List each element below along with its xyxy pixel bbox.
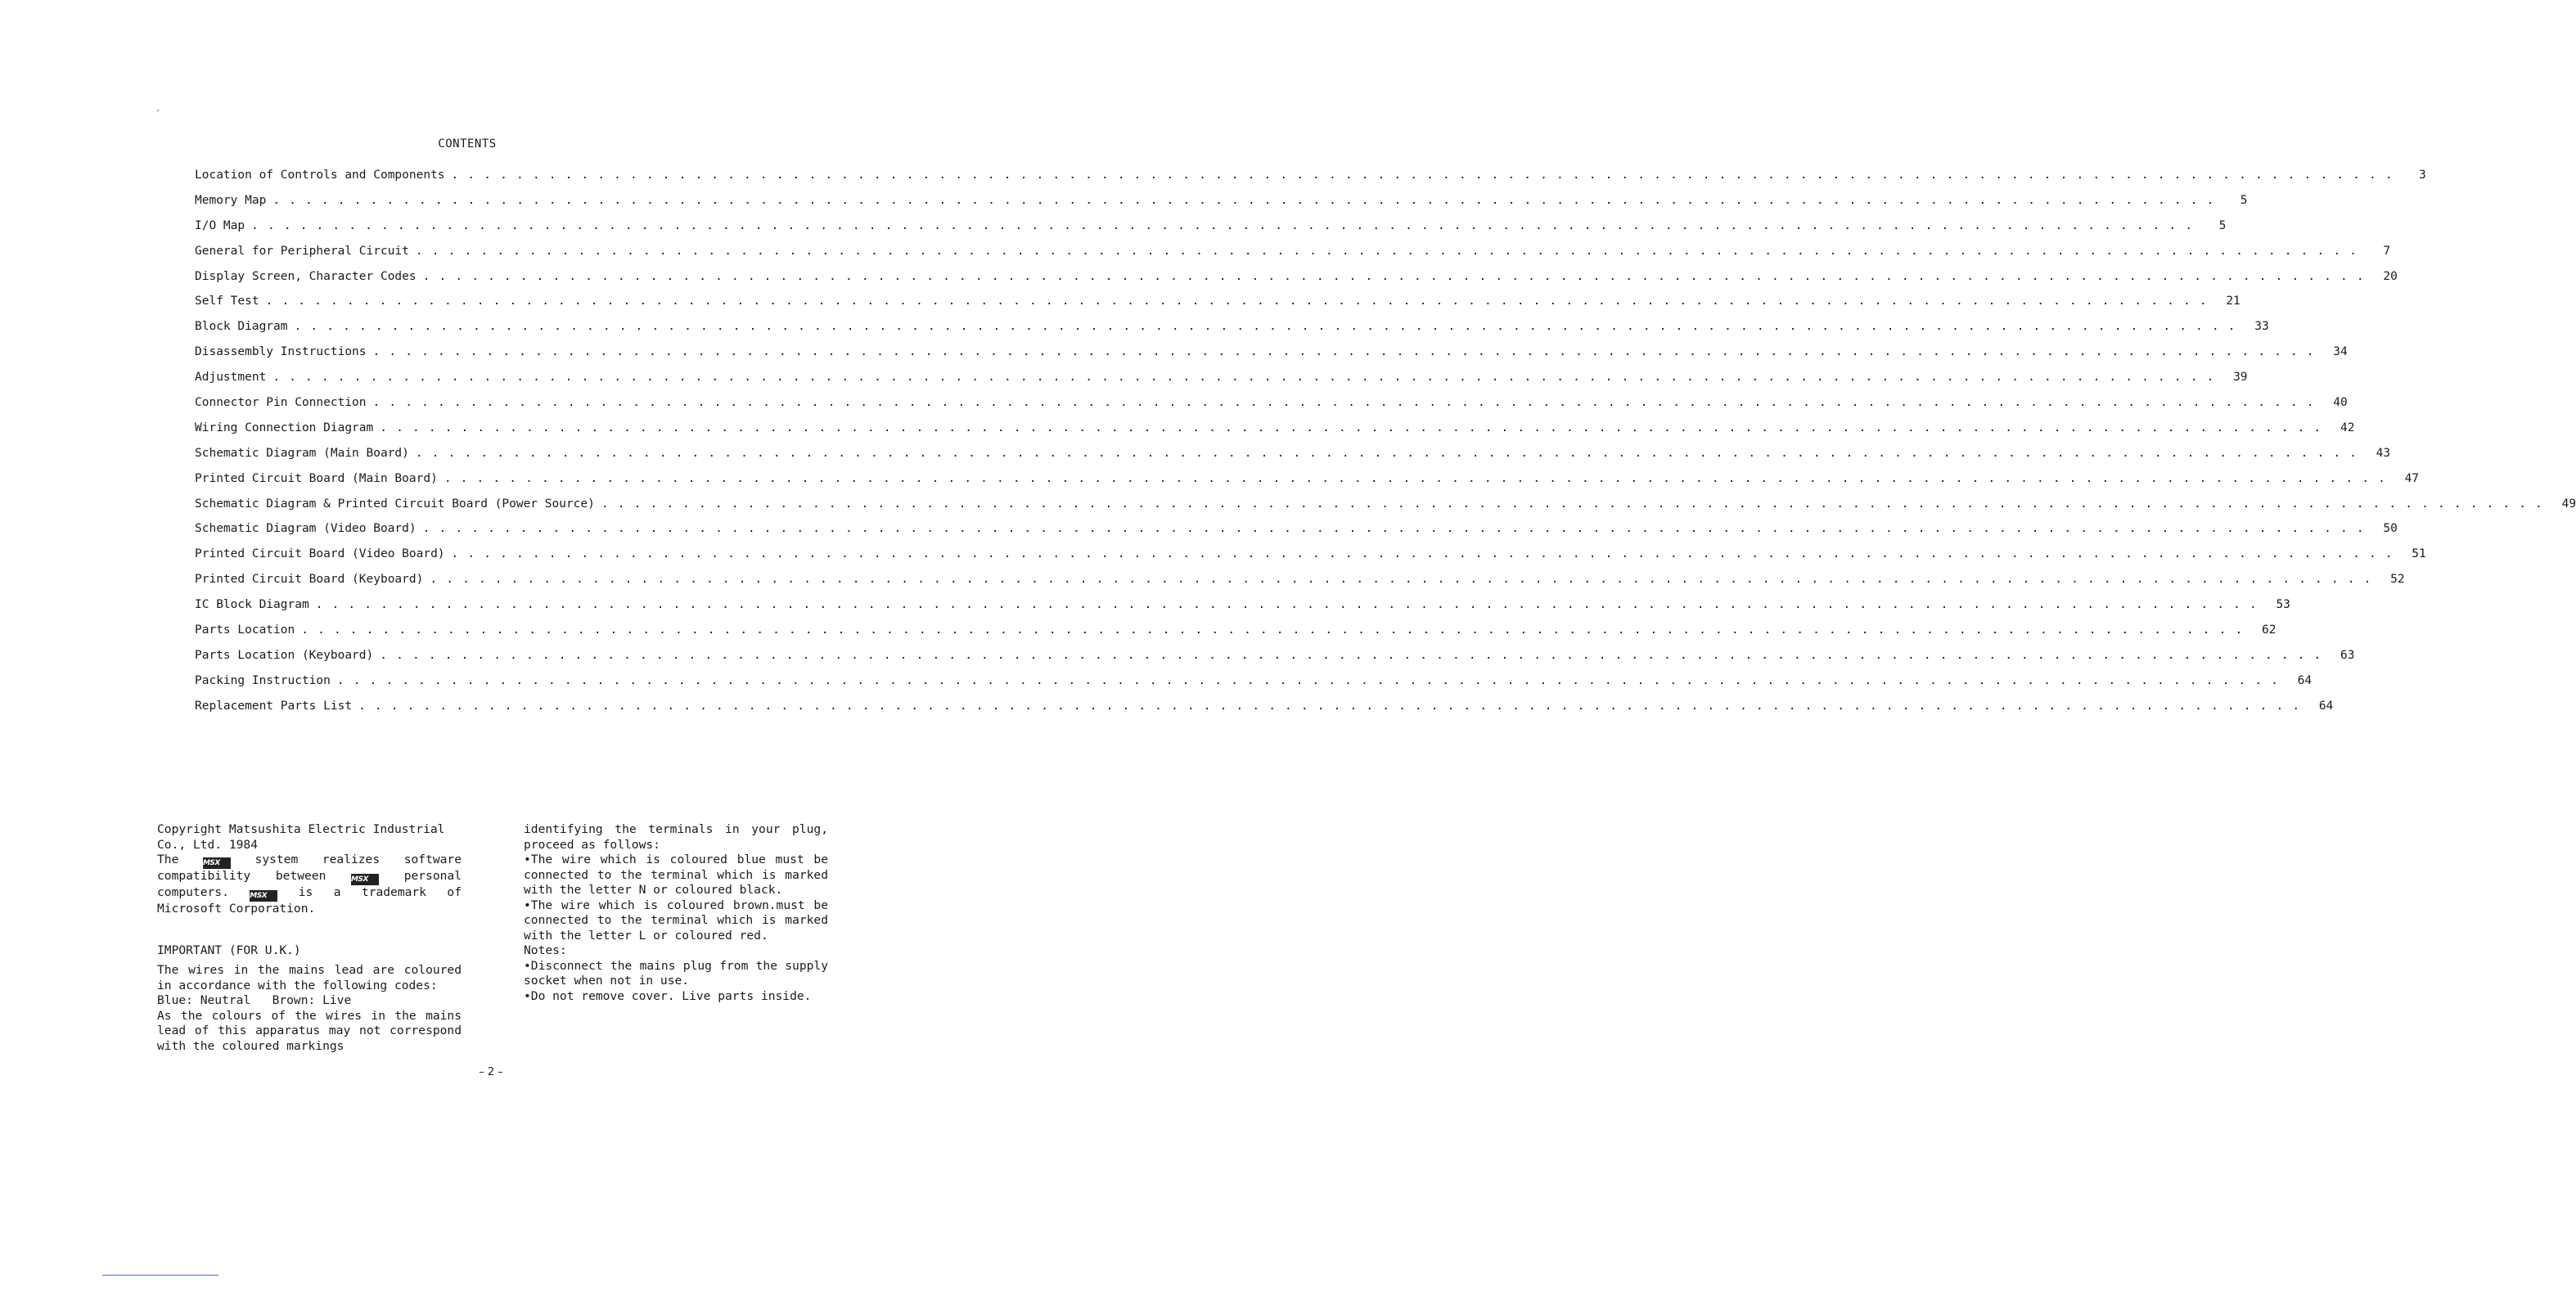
toc-leader-dots: . . . . . . . . . . . . . . . . . . . . . . . . . . . . . . . . . . . . . . . . . . . . . . . . . . . . . . . . . . . . . . . . . . . . . . . . . . . . . . . . . . . . . . . . . . . . . . . . . . . . . . . . . . . . . . . . . . . . . . . . xyxy=(265,295,2208,308)
toc-entry-page: 34 xyxy=(2333,345,2348,359)
toc-entry-label: Wiring Connection Diagram xyxy=(195,421,374,434)
toc-entry-title-wrap xyxy=(195,470,2386,488)
toc-entry-label: Schematic Diagram & Printed Circuit Board (Power Source) xyxy=(195,497,595,511)
brown-wire-rule: •The wire which is coloured brown.must be connected to the terminal which is marked with the letter L or coloured red. xyxy=(524,898,828,943)
toc-entry-title-wrap xyxy=(195,545,2394,563)
toc-leader-dots: . . . . . . . . . . . . . . . . . . . . . . . . . . . . . . . . . . . . . . . . . . . . . . . . . . . . . . . . . . . . . . . . . . . . . . . . . . . . . . . . . . . . . . . . . . . . . . . . . . . . . . . . . . . . . . . . . . . . . . . . xyxy=(444,471,2387,485)
toc-leader-dots: . . . . . . . . . . . . . . . . . . . . . . . . . . . . . . . . . . . . . . . . . . . . . . . . . . . . . . . . . . . . . . . . . . . . . . . . . . . . . . . . . . . . . . . . . . . . . . . . . . . . . . . . . . . . . . . . . . . . . . . . xyxy=(430,573,2372,587)
toc-entry xyxy=(195,317,2269,343)
toc-entry-label: Parts Location xyxy=(195,623,295,637)
toc-entry-label: IC Block Diagram xyxy=(195,598,309,612)
toc-entry-label: Parts Location (Keyboard) xyxy=(195,648,374,662)
toc-entry-page: 20 xyxy=(2383,269,2398,283)
toc-entry-title-wrap xyxy=(195,646,2322,664)
toc-entry-title-wrap xyxy=(195,394,2315,412)
toc-leader-dots: . . . . . . . . . . . . . . . . . . . . . . . . . . . . . . . . . . . . . . . . . . . . . . . . . . . . . . . . . . . . . . . . . . . . . . . . . . . . . . . . . . . . . . . . . . . . . . . . . . . . . . . . . . . . . . . . . . . . . . . . xyxy=(415,446,2358,460)
toc-leader-dots: . . . . . . . . . . . . . . . . . . . . . . . . . . . . . . . . . . . . . . . . . . . . . . . . . . . . . . . . . . . . . . . . . . . . . . . . . . . . . . . . . . . . . . . . . . . . . . . . . . . . . . . . . . . . . . . . . . . . . . . . xyxy=(415,244,2358,258)
toc-entry-page: 62 xyxy=(2261,623,2277,637)
msx-text-b: system realizes software compatibility between xyxy=(157,853,462,883)
toc-entry-label: Self Test xyxy=(195,295,259,308)
blue-wire-rule: •The wire which is coloured blue must be connected to the terminal which is marked with the letter N or coloured black. xyxy=(524,853,828,897)
toc-entry-label: I/O Map xyxy=(195,218,245,232)
important-heading: IMPORTANT (FOR U.K.) xyxy=(157,943,301,957)
toc-entry-title-wrap xyxy=(195,570,2372,588)
toc-entry-title-wrap xyxy=(195,495,2543,513)
copyright-line-2: Co., Ltd. 1984 xyxy=(157,837,259,852)
toc-leader-dots: . . . . . . . . . . . . . . . . . . . . . . . . . . . . . . . . . . . . . . . . . . . . . . . . . . . . . . . . . . . . . . . . . . . . . . . . . . . . . . . . . . . . . . . . . . . . . . . . . . . . . . . . . . . . . . . . . . . . . . . . xyxy=(451,547,2394,561)
toc-leader-dots: . . . . . . . . . . . . . . . . . . . . . . . . . . . . . . . . . . . . . . . . . . . . . . . . . . . . . . . . . . . . . . . . . . . . . . . . . . . . . . . . . . . . . . . . . . . . . . . . . . . . . . . . . . . . . . . . . . . . . . . . xyxy=(294,320,2236,334)
toc-entry xyxy=(195,394,2348,419)
toc-entry-title-wrap xyxy=(195,419,2322,437)
toc-entry-page: 39 xyxy=(2233,371,2248,385)
toc-entry-title-wrap xyxy=(195,444,2358,462)
toc-entry-page: 64 xyxy=(2318,699,2334,713)
colours-paragraph: As the colours of the wires in the mains lead of this apparatus may not correspond with the coloured markings xyxy=(157,1008,462,1053)
toc-leader-dots: . . . . . . . . . . . . . . . . . . . . . . . . . . . . . . . . . . . . . . . . . . . . . . . . . . . . . . . . . . . . . . . . . . . . . . . . . . . . . . . . . . . . . . . . . . . . . . . . . . . . . . . . . . . . . . . . . . . . . . . . xyxy=(372,345,2315,359)
toc-entry xyxy=(195,368,2248,394)
msx-text-c: personal computers. xyxy=(157,869,462,899)
toc-leader-dots: . . . . . . . . . . . . . . . . . . . . . . . . . . . . . . . . . . . . . . . . . . . . . . . . . . . . . . . . . . . . . . . . . . . . . . . . . . . . . . . . . . . . . . . . . . . . . . . . . . . . . . . . . . . . . . . . . . . . . . . . xyxy=(372,396,2315,410)
toc-leader-dots: . . . . . . . . . . . . . . . . . . . . . . . . . . . . . . . . . . . . . . . . . . . . . . . . . . . . . . . . . . . . . . . . . . . . . . . . . . . . . . . . . . . . . . . . . . . . . . . . . . . . . . . . . . . . . . . . . . . . . . . . xyxy=(272,371,2215,385)
page-number: – 2 – xyxy=(479,1066,503,1078)
toc-entry-page: 64 xyxy=(2297,673,2313,687)
toc-entry-page: 42 xyxy=(2340,421,2355,434)
toc-entry-page: 47 xyxy=(2404,471,2420,485)
toc-leader-dots: . . . . . . . . . . . . . . . . . . . . . . . . . . . . . . . . . . . . . . . . . . . . . . . . . . . . . . . . . . . . . . . . . . . . . . . . . . . . . . . . . . . . . . . . . . . . . . . . . . . . . . . . . . . . . . . . . . . . . . . . xyxy=(451,169,2394,182)
left-column xyxy=(157,822,462,1054)
toc-entry-page: 33 xyxy=(2254,320,2269,334)
footer-rule xyxy=(102,1275,218,1276)
toc-entry-title-wrap xyxy=(195,217,2193,235)
toc-entry-title-wrap xyxy=(195,242,2358,260)
scan-speck xyxy=(157,110,159,111)
toc-entry-title-wrap xyxy=(195,596,2258,614)
toc-leader-dots: . . . . . . . . . . . . . . . . . . . . . . . . . . . . . . . . . . . . . . . . . . . . . . . . . . . . . . . . . . . . . . . . . . . . . . . . . . . . . . . . . . . . . . . . . . . . . . . . . . . . . . . . . . . . . . . . . . . . . . . . xyxy=(422,522,2365,536)
toc-entry xyxy=(195,596,2290,621)
toc-entry-page: 53 xyxy=(2276,598,2290,612)
msx-logo: MSX xyxy=(351,874,379,885)
toc-entry-label: Disassembly Instructions xyxy=(195,345,367,359)
toc-leader-dots: . . . . . . . . . . . . . . . . . . . . . . . . . . . . . . . . . . . . . . . . . . . . . . . . . . . . . . . . . . . . . . . . . . . . . . . . . . . . . . . . . . . . . . . . . . . . . . . . . . . . . . . . . . . . . . . . . . . . . . . . xyxy=(380,648,2322,662)
toc-leader-dots: . . . . . . . . . . . . . . . . . . . . . . . . . . . . . . . . . . . . . . . . . . . . . . . . . . . . . . . . . . . . . . . . . . . . . . . . . . . . . . . . . . . . . . . . . . . . . . . . . . . . . . . . . . . . . . . . . . . . . . . . xyxy=(315,598,2258,612)
wires-intro: The wires in the mains lead are coloured in accordance with the following codes: xyxy=(157,963,462,992)
toc-entry xyxy=(195,217,2227,242)
toc-entry-title-wrap xyxy=(195,520,2365,538)
toc-leader-dots: . . . . . . . . . . . . . . . . . . . . . . . . . . . . . . . . . . . . . . . . . . . . . . . . . . . . . . . . . . . . . . . . . . . . . . . . . . . . . . . . . . . . . . . . . . . . . . . . . . . . . . . . . . . . . . . . . . . . . . . . xyxy=(422,269,2365,283)
toc-entry-label: Printed Circuit Board (Main Board) xyxy=(195,471,438,485)
toc-entry xyxy=(195,570,2405,596)
toc-entry xyxy=(195,621,2277,646)
msx-text-a: The xyxy=(157,853,179,866)
toc-entry-label: Adjustment xyxy=(195,371,267,385)
msx-logo: MSX xyxy=(203,857,231,869)
toc-leader-dots: . . . . . . . . . . . . . . . . . . . . . . . . . . . . . . . . . . . . . . . . . . . . . . . . . . . . . . . . . . . . . . . . . . . . . . . . . . . . . . . . . . . . . . . . . . . . . . . . . . . . . . . . . . . . . . . . . . . . . . . . xyxy=(251,218,2194,232)
toc-leader-dots: . . . . . . . . . . . . . . . . . . . . . . . . . . . . . . . . . . . . . . . . . . . . . . . . . . . . . . . . . . . . . . . . . . . . . . . . . . . . . . . . . . . . . . . . . . . . . . . . . . . . . . . . . . . . . . . . . . . . . . . . xyxy=(336,673,2280,687)
toc-entry-title-wrap xyxy=(195,317,2236,335)
toc-entry xyxy=(195,697,2334,722)
toc-entry-label: Location of Controls and Components xyxy=(195,169,445,182)
toc-entry-page: 49 xyxy=(2561,497,2576,511)
toc-leader-dots: . . . . . . . . . . . . . . . . . . . . . . . . . . . . . . . . . . . . . . . . . . . . . . . . . . . . . . . . . . . . . . . . . . . . . . . . . . . . . . . . . . . . . . . . . . . . . . . . . . . . . . . . . . . . . . . . . . . . . . . . xyxy=(358,699,2301,713)
toc-entry-page: 43 xyxy=(2376,446,2391,460)
toc-entry-page: 40 xyxy=(2333,396,2348,410)
toc-entry-title-wrap xyxy=(195,343,2315,361)
toc-leader-dots: . . . . . . . . . . . . . . . . . . . . . . . . . . . . . . . . . . . . . . . . . . . . . . . . . . . . . . . . . . . . . . . . . . . . . . . . . . . . . . . . . . . . . . . . . . . . . . . . . . . . . . . . . . . . . . . . . . . . . . . . xyxy=(301,623,2244,637)
toc-leader-dots: . . . . . . . . . . . . . . . . . . . . . . . . . . . . . . . . . . . . . . . . . . . . . . . . . . . . . . . . . . . . . . . . . . . . . . . . . . . . . . . . . . . . . . . . . . . . . . . . . . . . . . . . . . . . . . . . . . . . . . . . xyxy=(272,193,2215,207)
note-disconnect: •Disconnect the mains plug from the supply socket when not in use. xyxy=(524,958,828,988)
toc-entry-label: Schematic Diagram (Video Board) xyxy=(195,522,417,536)
colour-codes: Blue: Neutral Brown: Live xyxy=(157,993,352,1007)
note-cover: •Do not remove cover. Live parts inside. xyxy=(524,988,812,1003)
toc-leader-dots: . . . . . . . . . . . . . . . . . . . . . . . . . . . . . . . . . . . . . . . . . . . . . . . . . . . . . . . . . . . . . . . . . . . . . . . . . . . . . . . . . . . . . . . . . . . . . . . . . . . . . . . . . . . . . . . . . . . . . . . . xyxy=(380,421,2322,434)
table-of-contents xyxy=(195,166,2576,722)
toc-entry-title-wrap xyxy=(195,191,2215,209)
toc-entry-label: Replacement Parts List xyxy=(195,699,353,713)
toc-entry-label: Display Screen, Character Codes xyxy=(195,269,417,283)
identifying-paragraph: identifying the terminals in your plug, proceed as follows: xyxy=(524,822,828,852)
toc-entry-page: 50 xyxy=(2383,522,2398,536)
notes-heading: Notes: xyxy=(524,943,567,957)
toc-entry-title-wrap xyxy=(195,672,2279,690)
toc-entry xyxy=(195,545,2426,570)
toc-entry xyxy=(195,191,2248,217)
toc-entry xyxy=(195,495,2576,520)
toc-entry-title-wrap xyxy=(195,368,2215,386)
toc-entry-page: 7 xyxy=(2383,244,2391,258)
toc-entry-title-wrap xyxy=(195,697,2300,715)
toc-entry-label: Printed Circuit Board (Keyboard) xyxy=(195,573,424,587)
toc-entry-label: Block Diagram xyxy=(195,320,288,334)
toc-entry-title-wrap xyxy=(195,621,2243,639)
toc-entry xyxy=(195,166,2426,191)
copyright-line-1: Copyright Matsushita Electric Industrial xyxy=(157,822,445,836)
toc-entry-title-wrap xyxy=(195,292,2208,310)
toc-entry xyxy=(195,292,2240,317)
msx-text-d: is a trademark of Microsoft Corporation. xyxy=(157,885,462,916)
toc-entry xyxy=(195,672,2313,697)
toc-entry xyxy=(195,419,2355,444)
toc-entry-label: Printed Circuit Board (Video Board) xyxy=(195,547,445,561)
toc-entry-page: 51 xyxy=(2412,547,2426,561)
toc-entry-page: 63 xyxy=(2340,648,2355,662)
toc-entry-label: General for Peripheral Circuit xyxy=(195,244,409,258)
page-title: CONTENTS xyxy=(438,137,497,151)
toc-entry-page: 3 xyxy=(2419,169,2426,182)
toc-entry xyxy=(195,520,2398,545)
toc-entry xyxy=(195,444,2391,470)
toc-entry xyxy=(195,646,2355,672)
toc-entry-title-wrap xyxy=(195,268,2365,286)
msx-logo: MSX xyxy=(250,890,277,902)
toc-entry-page: 52 xyxy=(2390,573,2405,587)
toc-entry-label: Schematic Diagram (Main Board) xyxy=(195,446,409,460)
toc-entry xyxy=(195,343,2348,368)
toc-entry-page: 5 xyxy=(2218,218,2227,232)
toc-entry-page: 21 xyxy=(2226,295,2240,308)
toc-entry xyxy=(195,268,2398,293)
right-column xyxy=(524,822,828,1004)
toc-entry xyxy=(195,242,2391,268)
toc-leader-dots: . . . . . . . . . . . . . . . . . . . . . . . . . . . . . . . . . . . . . . . . . . . . . . . . . . . . . . . . . . . . . . . . . . . . . . . . . . . . . . . . . . . . . . . . . . . . . . . . . . . . . . . . . . . . . . . . . . . . . . . . xyxy=(601,497,2544,511)
toc-entry-label: Memory Map xyxy=(195,193,267,207)
toc-entry-title-wrap xyxy=(195,166,2394,184)
toc-entry-label: Connector Pin Connection xyxy=(195,396,367,410)
toc-entry-page: 5 xyxy=(2240,193,2248,207)
toc-entry xyxy=(195,470,2420,495)
msx-paragraph xyxy=(157,853,462,917)
toc-entry-label: Packing Instruction xyxy=(195,673,331,687)
